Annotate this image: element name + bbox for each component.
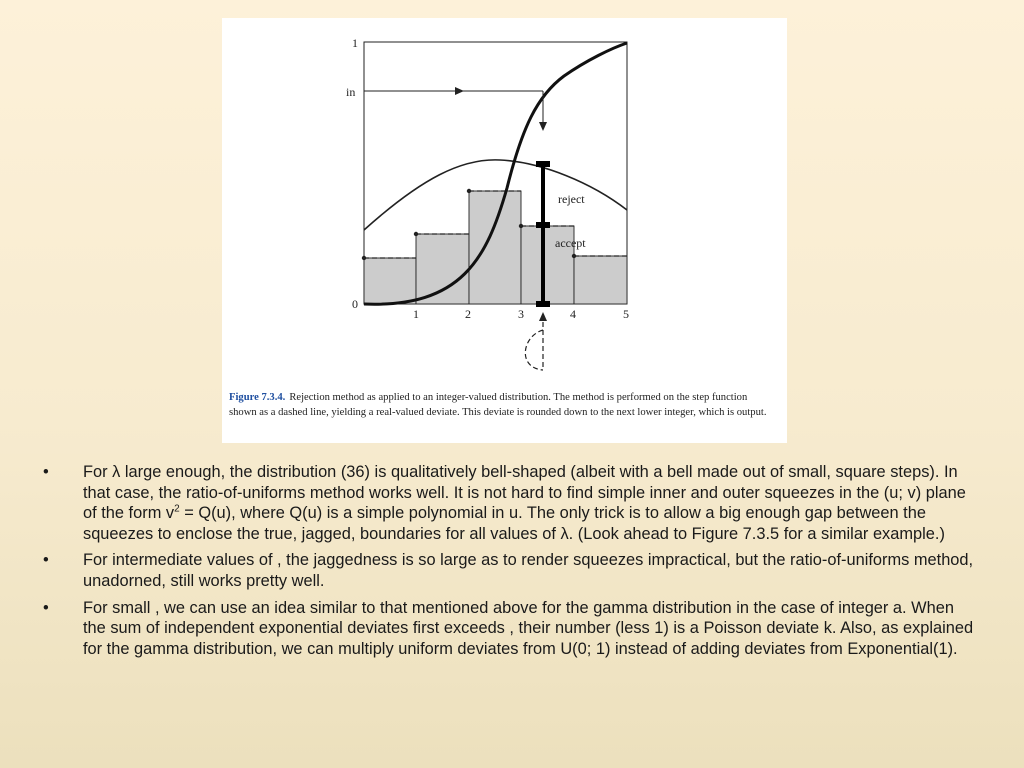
output-dashed-arrow	[525, 314, 543, 370]
bullet-marker: •	[43, 598, 49, 617]
down-arrowhead	[539, 122, 547, 131]
reject-label: reject	[558, 192, 585, 206]
bullet-list	[40, 462, 980, 665]
in-arrowhead	[455, 87, 464, 95]
marker-middle	[536, 222, 550, 228]
caption-label: Figure 7.3.4.	[229, 392, 286, 403]
bullet-item	[40, 598, 980, 660]
figure-caption	[229, 390, 774, 420]
bar-2	[469, 191, 521, 304]
superscript: 2	[174, 503, 180, 515]
bullet-item	[40, 550, 980, 591]
figure-panel	[222, 18, 787, 443]
step-dot	[467, 189, 471, 193]
caption-text: Rejection method as applied to an integer-valued distribution. The method is performed on the step function shown as a dashed line, yielding a real-valued deviate. This deviate is rounded down to the next lower integer, which is output.	[229, 392, 767, 418]
y-label-zero: 0	[352, 297, 358, 311]
step-dot	[414, 232, 418, 236]
bar-0	[364, 258, 416, 304]
y-label-top: 1	[352, 36, 358, 50]
bullet-text-part: = Q(u), where Q(u) is a simple polynomial in u. The only trick is to allow a big enough gap between the squeezes to enclose the true, jagged, boundaries for all values of λ. (Look ahead to Figure 7.3.5 for a similar example.)	[83, 504, 945, 543]
x-tick-4: 4	[570, 307, 576, 321]
bullet-text: For intermediate values of , the jaggedness is so large as to render squeezes impractical, but the ratio-of-uniforms method, unadorned, still works pretty well.	[83, 551, 974, 590]
bar-1	[416, 234, 469, 304]
step-dot	[519, 224, 523, 228]
bullet-text-part: For λ large enough, the distribution (36) is qualitatively bell-shaped (albeit with a bell made out of small, square steps). In that case, the ratio-of-uniforms method works well. It is not hard to find simple inner and outer squeezes in the (u; v) plane of the form v	[83, 463, 966, 523]
marker-top	[536, 161, 550, 167]
x-tick-5: 5	[623, 307, 629, 321]
y-label-in: in	[346, 85, 356, 99]
bar-4	[574, 256, 627, 304]
x-tick-2: 2	[465, 307, 471, 321]
bullet-marker: •	[43, 463, 49, 481]
bullet-text: For small , we can use an idea similar to that mentioned above for the gamma distribution in the case of integer a. When the sum of independent exponential deviates first exceeds , their number (less 1) is a Poisson deviate k. Also, as explained for the gamma distribution, we can multiply uniform deviates from U(0; 1) instead of adding deviates from Exponential(1).	[83, 598, 974, 658]
x-tick-3: 3	[518, 307, 524, 321]
step-dot	[572, 254, 576, 258]
rejection-method-diagram	[222, 18, 787, 443]
accept-label: accept	[555, 236, 586, 250]
output-arrowhead	[539, 312, 547, 321]
marker-bottom	[536, 301, 550, 307]
bullet-item	[40, 462, 980, 544]
bullet-marker: •	[43, 551, 49, 570]
x-tick-1: 1	[413, 307, 419, 321]
step-dot	[362, 256, 366, 260]
